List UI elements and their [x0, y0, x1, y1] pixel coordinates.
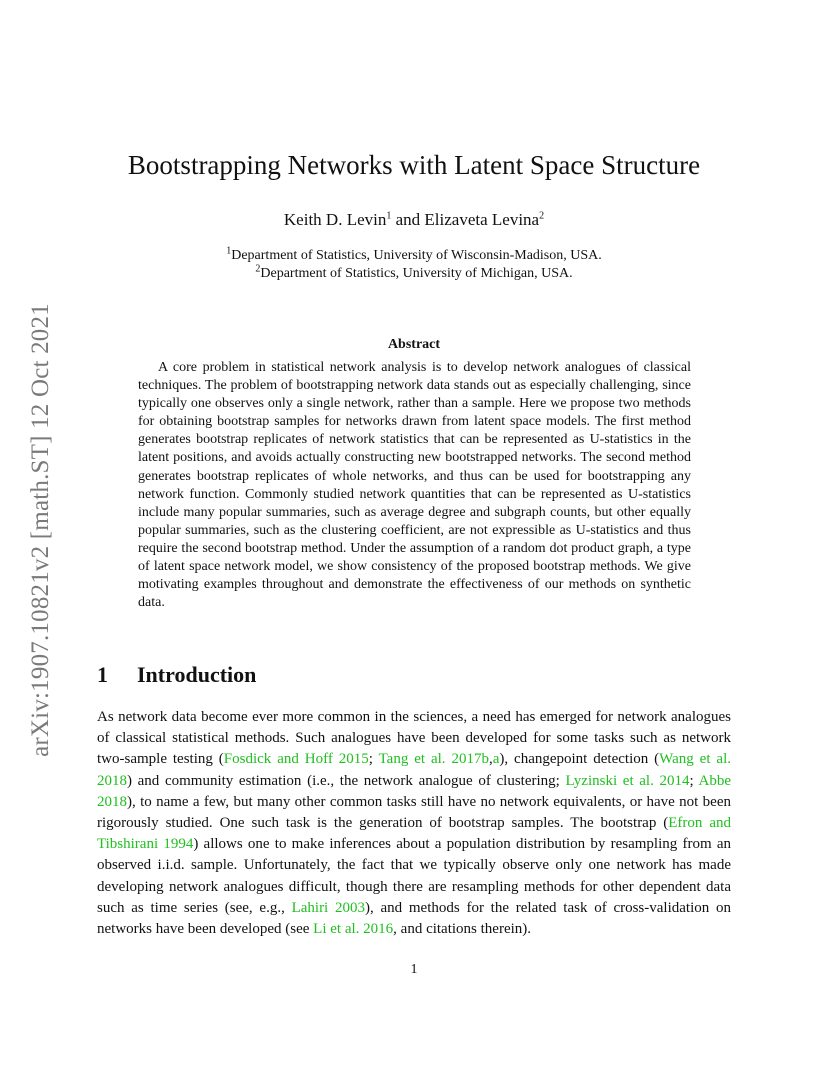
- author-line: [0, 210, 828, 230]
- citation-link[interactable]: Lahiri 2003: [291, 899, 365, 916]
- arxiv-id: arXiv:1907.10821v2 [math.ST] 12 Oct 2021: [27, 303, 54, 757]
- abstract-heading: Abstract: [387, 337, 441, 352]
- intro-text: As network data become ever more common in the sciences, a need has emerged for network analogues of classical statistical methods. Such analogues have been developed for some tasks such as network two-sample testing (: [97, 709, 731, 768]
- section-title: Introduction: [137, 662, 257, 687]
- citation-link[interactable]: Abbe 2018: [97, 772, 731, 810]
- citation-link[interactable]: Li et al. 2016: [313, 921, 394, 938]
- arxiv-sidebar: [21, 280, 61, 780]
- intro-text: ), changepoint detection (: [499, 751, 660, 768]
- author-1: Keith D. Levin: [283, 210, 387, 229]
- author-2: Elizaveta Levina: [424, 210, 540, 229]
- intro-paragraph: [97, 707, 731, 940]
- intro-text: ;: [368, 751, 379, 768]
- intro-text: ), and methods for the related task of cross-validation on networks have been developed (see: [97, 899, 731, 938]
- intro-text: ) allows one to make inferences about a population distribution by resampling from an observed i.i.d. sample. Unfortunately, the fact that we typically observe only one network has made developing network analogues difficult, though there are resampling methods for other dependent data such as time series (see, e.g.,: [97, 836, 731, 916]
- citation-link[interactable]: Wang et al. 2018: [97, 751, 731, 789]
- affil-2-sup: 2: [255, 263, 261, 275]
- intro-text: ) and community estimation (i.e., the network analogue of clustering;: [127, 772, 566, 789]
- intro-text: ;: [689, 772, 699, 789]
- author-2-sup: 2: [539, 210, 545, 222]
- abstract-text: A core problem in statistical network analysis is to develop network analogues of classical techniques. The problem of bootstrapping network data stands out as especially challenging, since typically one observes only a single network, rather than a sample. Here we propose two methods for obtaining bootstrap samples for networks drawn from latent space models. The first method generates bootstrap replicates of network statistics that can be represented as U-statistics in the latent positions, and avoids actually constructing new bootstrapped networks. The second method generates bootstrap replicates of whole networks, and thus can be used for bootstrapping any network function. Commonly studied network quantities that can be represented as U-statistics include many popular summaries, such as average degree and subgraph counts, but other equally popular summaries, such as the clustering coefficient, are not expressible as U-statistics and thus require the second bootstrap method. Under the assumption of a random dot product graph, a type of latent space network model, we show consistency of the proposed bootstrap methods. We give motivating examples throughout and demonstrate the effectiveness of our methods on synthetic data.: [138, 360, 691, 611]
- affil-2-text: Department of Statistics, University of Michigan, USA.: [260, 266, 573, 281]
- section-number: 1: [97, 662, 108, 687]
- citation-link[interactable]: Fosdick and Hoff 2015: [223, 751, 369, 768]
- affil-1-sup: 1: [226, 245, 232, 257]
- affiliation-1: [0, 247, 828, 265]
- intro-text: ), to name a few, but many other common tasks still have no network equivalents, or have not been rigorously studied. One such task is the generation of bootstrap samples. The bootstrap (: [97, 793, 731, 832]
- section-heading: [97, 662, 256, 688]
- page-number: 1: [410, 962, 418, 977]
- affiliations: [0, 247, 828, 283]
- citation-link[interactable]: Lyzinski et al. 2014: [565, 772, 690, 789]
- intro-text: ,: [488, 751, 493, 768]
- intro-text: , and citations therein).: [393, 921, 532, 938]
- authors-joiner: and: [391, 210, 425, 229]
- citation-link[interactable]: Efron and Tibshirani 1994: [97, 815, 731, 853]
- citation-link[interactable]: a: [492, 751, 500, 768]
- author-1-sup: 1: [386, 210, 392, 222]
- citation-link[interactable]: Tang et al. 2017b: [378, 751, 489, 768]
- paper-title: Bootstrapping Networks with Latent Space Structure: [127, 150, 701, 180]
- affiliation-2: [0, 265, 828, 283]
- affil-1-text: Department of Statistics, University of Wisconsin-Madison, USA.: [231, 248, 602, 263]
